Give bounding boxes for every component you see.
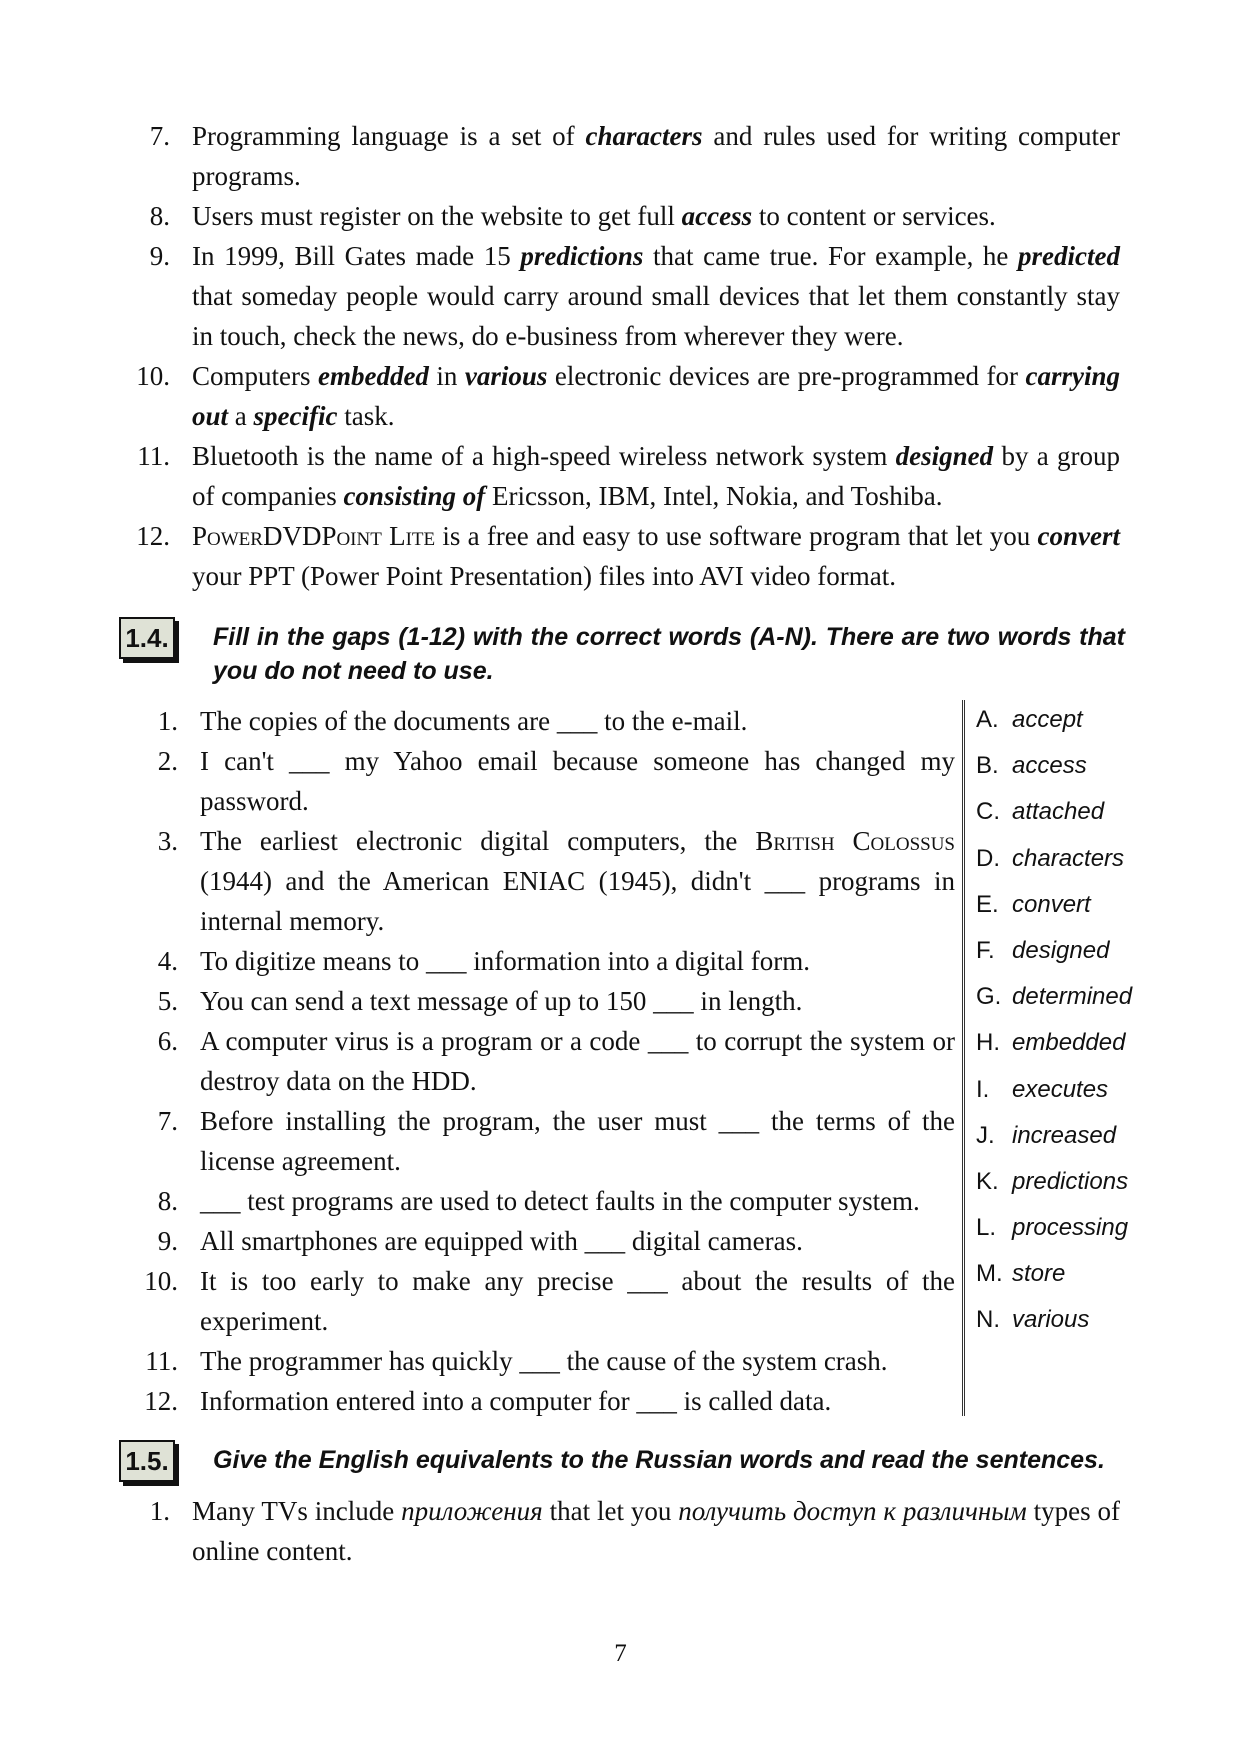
- russian-english-sentences: [130, 1491, 1120, 1571]
- option-word: convert: [1012, 890, 1091, 918]
- item-text: [200, 941, 955, 981]
- exercise-1-5-badge: 1.5.: [119, 1440, 175, 1482]
- list-item: [138, 1221, 955, 1261]
- option-letter: H.: [976, 1029, 1000, 1057]
- item-text: [200, 1181, 955, 1221]
- text-segment: A computer virus is a program or a code ___ to corrupt the system or destroy data on the HDD.: [200, 1026, 955, 1096]
- highlighted-word: specific: [253, 401, 338, 431]
- item-number: 3.: [157, 826, 178, 856]
- item-number: 2.: [157, 746, 178, 776]
- item-text: [192, 196, 1120, 236]
- option-word: various: [1012, 1306, 1090, 1334]
- list-item: [130, 436, 1120, 516]
- list-item: [138, 1021, 955, 1101]
- text-segment: that came true. For example, he: [643, 241, 1019, 271]
- item-number: 10.: [144, 1266, 178, 1296]
- list-item: [130, 1491, 1120, 1571]
- option-letter: E.: [976, 890, 999, 918]
- list-item: [138, 821, 955, 941]
- option-letter: L.: [976, 1214, 997, 1242]
- item-number: 9.: [157, 1226, 178, 1256]
- word-option: [976, 700, 1176, 746]
- option-letter: D.: [976, 844, 1000, 872]
- highlighted-word: access: [681, 201, 753, 231]
- option-letter: M.: [976, 1260, 1003, 1288]
- item-text: [192, 236, 1120, 356]
- item-number: 8.: [149, 201, 170, 231]
- item-number: 1.: [149, 1496, 170, 1526]
- list-item: [130, 516, 1120, 596]
- item-number: 5.: [157, 986, 178, 1016]
- page-number: 7: [614, 1640, 627, 1667]
- highlighted-word: characters: [585, 121, 703, 151]
- word-option: [976, 1162, 1176, 1208]
- option-word: executes: [1012, 1075, 1109, 1103]
- text-segment: The earliest electronic digital computers, the: [200, 826, 756, 856]
- text-segment: Programming language is a set of: [192, 121, 586, 151]
- text-segment: (1944) and the American ENIAC (1945), didn't ___ programs in internal memory.: [200, 866, 955, 936]
- text-segment: electronic devices are pre-programmed for: [547, 361, 1026, 391]
- item-text: [192, 436, 1120, 516]
- list-item: [130, 236, 1120, 356]
- list-item: [130, 116, 1120, 196]
- option-word: accept: [1012, 706, 1083, 733]
- text-segment: Ericsson, IBM, Intel, Nokia, and Toshiba.: [485, 481, 943, 511]
- list-item: [138, 1181, 955, 1221]
- text-segment: is a free and easy to use software program that let you: [435, 521, 1038, 551]
- option-word: attached: [1012, 798, 1105, 826]
- column-divider: [962, 700, 965, 1416]
- item-text: [200, 741, 955, 821]
- list-item: [130, 356, 1120, 436]
- word-option: [976, 1116, 1176, 1162]
- item-text: [200, 701, 955, 741]
- item-text: [192, 356, 1120, 436]
- option-letter: K.: [976, 1167, 999, 1195]
- item-number: 4.: [157, 946, 178, 976]
- list-item: [130, 196, 1120, 236]
- highlighted-word: designed: [895, 441, 994, 471]
- text-segment: your PPT (Power Point Presentation) files into AVI video format.: [192, 561, 896, 591]
- text-segment: types of online content.: [192, 1496, 1120, 1566]
- text-segment: Bluetooth is the name of a high-speed wireless network system: [192, 441, 896, 471]
- option-letter: A.: [976, 706, 999, 733]
- highlighted-word: convert: [1037, 521, 1120, 551]
- item-text: [200, 1261, 955, 1341]
- exercise-1-4-instruction: Fill in the gaps (1-12) with the correct words (A-N). There are two words that you do not need to use.: [213, 623, 1125, 685]
- text-segment: All smartphones are equipped with ___ digital cameras.: [200, 1226, 803, 1256]
- word-option: [976, 746, 1176, 792]
- word-option: [976, 792, 1176, 838]
- option-letter: I.: [976, 1075, 990, 1103]
- word-option: [976, 931, 1176, 977]
- item-number: 11.: [145, 1346, 178, 1376]
- text-segment: It is too early to make any precise ___ about the results of the experiment.: [200, 1266, 955, 1336]
- text-segment: and rules used for writing computer programs.: [192, 121, 1120, 191]
- option-word: embedded: [1012, 1029, 1126, 1057]
- russian-phrase: приложения: [401, 1496, 543, 1526]
- text-segment: You can send a text message of up to 150 ___ in length.: [200, 986, 803, 1016]
- word-option: [976, 1254, 1176, 1300]
- text-segment: to content or services.: [752, 201, 996, 231]
- option-letter: N.: [976, 1306, 1000, 1334]
- gap-fill-sentences: [138, 701, 955, 1421]
- item-number: 12.: [136, 521, 170, 551]
- word-option: [976, 1208, 1176, 1254]
- word-option: [976, 1023, 1176, 1069]
- small-caps-name: British Colossus: [755, 826, 955, 856]
- sentence-list-continued: [130, 116, 1120, 596]
- option-word: increased: [1012, 1121, 1117, 1149]
- item-text: [200, 1221, 955, 1261]
- item-text: [192, 1491, 1120, 1571]
- list-item: [138, 981, 955, 1021]
- highlighted-word: carrying out: [192, 361, 1120, 431]
- exercise-1-4-badge: 1.4.: [119, 617, 175, 659]
- text-segment: by a group of companies: [192, 441, 1120, 511]
- text-segment: Many TVs include: [192, 1496, 402, 1526]
- list-item: [138, 1341, 955, 1381]
- text-segment: Computers: [192, 361, 318, 391]
- item-number: 7.: [149, 121, 170, 151]
- item-text: [200, 821, 955, 941]
- item-text: [192, 116, 1120, 196]
- text-segment: Users must register on the website to get full: [192, 201, 682, 231]
- item-text: [200, 1021, 955, 1101]
- highlighted-word: predicted: [1018, 241, 1120, 271]
- text-segment: in: [428, 361, 465, 391]
- option-word: predictions: [1012, 1167, 1129, 1195]
- highlighted-word: predictions: [520, 241, 644, 271]
- option-word: processing: [1012, 1214, 1129, 1242]
- list-item: [138, 941, 955, 981]
- small-caps-name: PowerDVDPoint Lite: [192, 521, 436, 551]
- text-segment: that someday people would carry around small devices that let them constantly stay in touch, check the news, do e-business from wherever they were.: [192, 281, 1120, 351]
- item-text: [200, 1101, 955, 1181]
- text-segment: that let you: [542, 1496, 679, 1526]
- item-number: 8.: [157, 1186, 178, 1216]
- list-item: [138, 1381, 955, 1421]
- text-segment: The programmer has quickly ___ the cause of the system crash.: [200, 1346, 888, 1376]
- option-word: characters: [1012, 844, 1125, 872]
- item-text: [200, 1381, 955, 1421]
- text-segment: The copies of the documents are ___ to the e-mail.: [200, 706, 748, 736]
- highlighted-word: various: [464, 361, 548, 391]
- text-segment: ___ test programs are used to detect faults in the computer system.: [200, 1186, 920, 1216]
- word-option: [976, 1070, 1176, 1116]
- item-number: 10.: [136, 361, 170, 391]
- text-segment: Information entered into a computer for ___ is called data.: [200, 1386, 832, 1416]
- item-number: 7.: [157, 1106, 178, 1136]
- option-letter: G.: [976, 983, 1002, 1011]
- item-number: 1.: [157, 706, 178, 736]
- text-segment: In 1999, Bill Gates made 15: [192, 241, 521, 271]
- option-letter: B.: [976, 752, 999, 780]
- russian-phrase: получить доступ к различным: [678, 1496, 1027, 1526]
- text-segment: I can't ___ my Yahoo email because someone has changed my password.: [200, 746, 955, 816]
- word-option: [976, 885, 1176, 931]
- option-word: determined: [1012, 983, 1133, 1011]
- text-segment: a: [228, 401, 254, 431]
- item-text: [192, 516, 1120, 596]
- option-letter: J.: [976, 1121, 995, 1149]
- item-number: 9.: [149, 241, 170, 271]
- exercise-1-5-instruction: Give the English equivalents to the Russian words and read the sentences.: [213, 1446, 1105, 1474]
- word-option: [976, 839, 1176, 885]
- list-item: [138, 1261, 955, 1341]
- word-option: [976, 977, 1176, 1023]
- item-text: [200, 1341, 955, 1381]
- word-options-list: [976, 700, 1176, 1347]
- item-text: [200, 981, 955, 1021]
- option-word: store: [1012, 1260, 1066, 1288]
- highlighted-word: consisting of: [343, 481, 486, 511]
- word-option: [976, 1300, 1176, 1346]
- text-segment: To digitize means to ___ information into a digital form.: [200, 946, 810, 976]
- text-segment: task.: [337, 401, 395, 431]
- list-item: [138, 1101, 955, 1181]
- option-letter: C.: [976, 798, 1000, 826]
- item-number: 6.: [157, 1026, 178, 1056]
- item-number: 12.: [144, 1386, 178, 1416]
- option-letter: F.: [976, 936, 995, 964]
- list-item: [138, 741, 955, 821]
- list-item: [138, 701, 955, 741]
- text-segment: Before installing the program, the user must ___ the terms of the license agreement.: [200, 1106, 955, 1176]
- option-word: designed: [1012, 936, 1110, 964]
- highlighted-word: embedded: [317, 361, 429, 391]
- option-word: access: [1012, 752, 1087, 780]
- item-number: 11.: [137, 441, 170, 471]
